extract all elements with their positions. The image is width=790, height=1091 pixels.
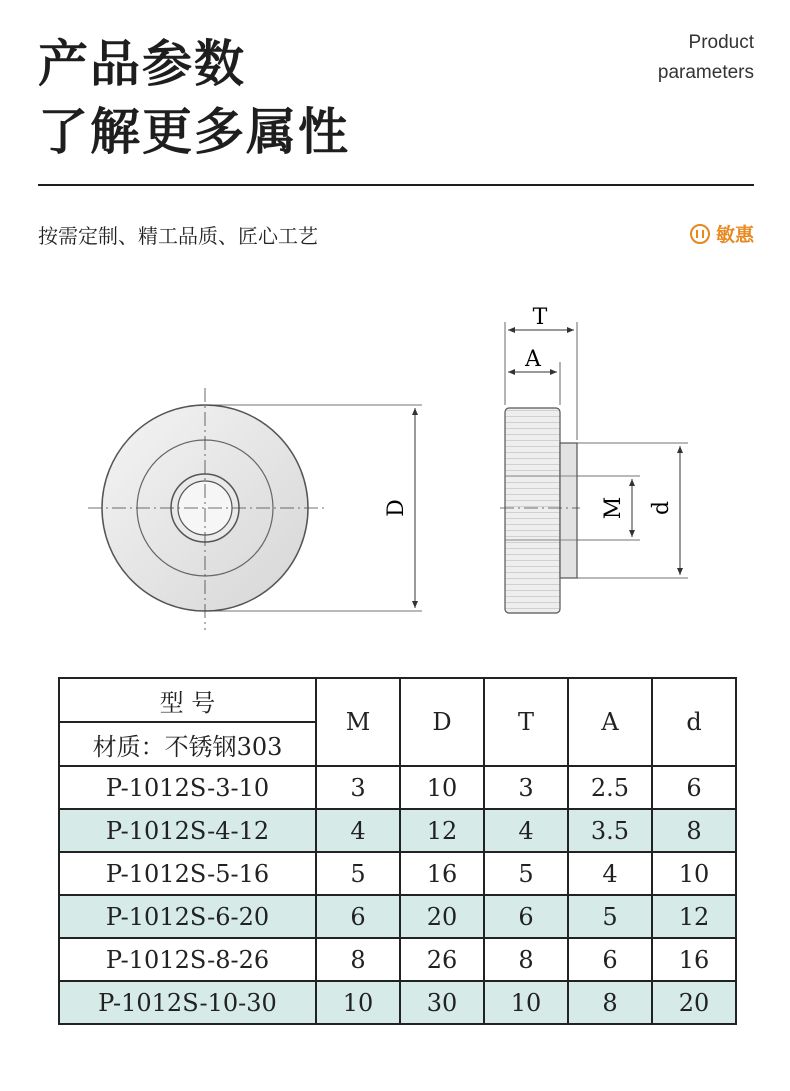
side-view: [500, 305, 688, 613]
header-A: A: [568, 678, 652, 766]
cell-d: 8: [652, 809, 736, 852]
label-D: D: [384, 499, 409, 517]
spec-table: [58, 677, 737, 1025]
cell-D: 30: [400, 981, 484, 1024]
table-row: [59, 981, 736, 1024]
cell-M: 3: [316, 766, 400, 809]
table-row: [59, 766, 736, 809]
cell-d: 6: [652, 766, 736, 809]
cell-D: 26: [400, 938, 484, 981]
header-T: T: [484, 678, 568, 766]
header-D: D: [400, 678, 484, 766]
cell-M: 6: [316, 895, 400, 938]
technical-drawing: [60, 290, 700, 630]
front-view: [88, 388, 422, 630]
cell-M: 4: [316, 809, 400, 852]
cell-model: P-1012S-6-20: [59, 895, 316, 938]
cell-model: P-1012S-4-12: [59, 809, 316, 852]
cell-D: 10: [400, 766, 484, 809]
brand-name: 敏惠: [715, 224, 754, 246]
cell-T: 10: [484, 981, 568, 1024]
label-M: M: [601, 496, 626, 520]
header-d: d: [652, 678, 736, 766]
label-T: T: [532, 305, 548, 330]
page-title-line2: 了解更多属性: [38, 103, 350, 161]
cell-A: 4: [568, 852, 652, 895]
cell-A: 3.5: [568, 809, 652, 852]
cell-model: P-1012S-3-10: [59, 766, 316, 809]
knurled-head: [505, 408, 560, 613]
header-M: M: [316, 678, 400, 766]
header-material: 材质：不锈钢303: [59, 722, 316, 766]
cell-T: 3: [484, 766, 568, 809]
cell-D: 16: [400, 852, 484, 895]
cell-M: 8: [316, 938, 400, 981]
table-row: [59, 852, 736, 895]
cell-d: 12: [652, 895, 736, 938]
cell-A: 2.5: [568, 766, 652, 809]
cell-d: 16: [652, 938, 736, 981]
cell-M: 10: [316, 981, 400, 1024]
label-A: A: [525, 347, 541, 372]
label-d: d: [649, 500, 674, 516]
cell-model: P-1012S-5-16: [59, 852, 316, 895]
cell-d: 20: [652, 981, 736, 1024]
page-title-line1: 产品参数: [38, 35, 246, 93]
table-row: [59, 809, 736, 852]
header-divider: [38, 184, 754, 186]
cell-M: 5: [316, 852, 400, 895]
cell-T: 8: [484, 938, 568, 981]
cell-D: 12: [400, 809, 484, 852]
cell-A: 8: [568, 981, 652, 1024]
cell-A: 6: [568, 938, 652, 981]
cell-T: 5: [484, 852, 568, 895]
table-row: [59, 895, 736, 938]
tagline: 按需定制、精工品质、匠心工艺: [38, 224, 318, 248]
cell-T: 4: [484, 809, 568, 852]
cell-T: 6: [484, 895, 568, 938]
table-row: [59, 938, 736, 981]
cell-A: 5: [568, 895, 652, 938]
cell-model: P-1012S-10-30: [59, 981, 316, 1024]
cell-D: 20: [400, 895, 484, 938]
cell-d: 10: [652, 852, 736, 895]
brand-logo: [690, 220, 754, 247]
cell-model: P-1012S-8-26: [59, 938, 316, 981]
english-title-line1: Product: [688, 32, 754, 53]
boss: [560, 443, 577, 578]
header-model: 型 号: [59, 678, 316, 722]
english-title-line2: parameters: [657, 62, 754, 83]
brand-icon: [690, 224, 710, 244]
